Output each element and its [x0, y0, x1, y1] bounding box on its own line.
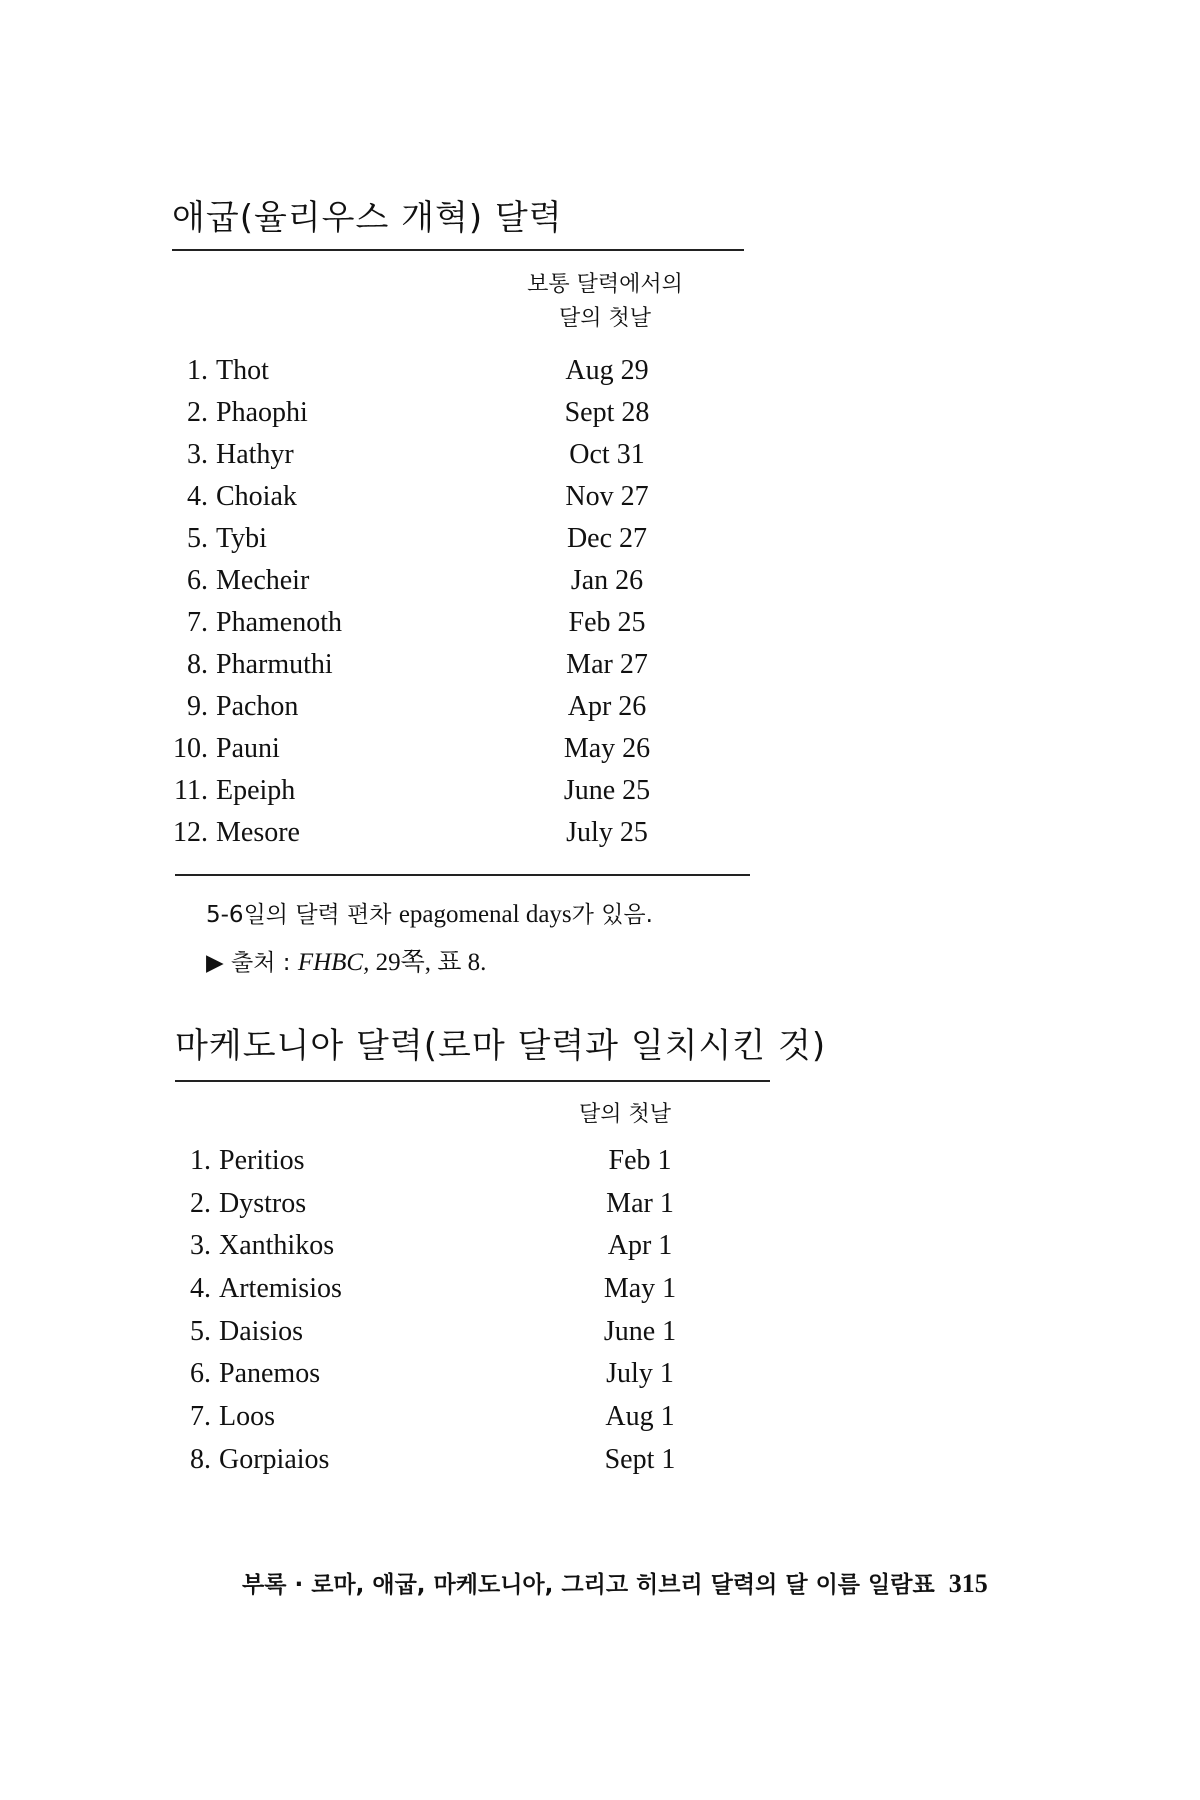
- month-row: [152, 439, 712, 481]
- month-name: Peritios: [219, 1145, 305, 1176]
- month-number: 2.: [187, 397, 208, 428]
- month-number: 1.: [187, 355, 208, 386]
- month-row: [152, 355, 712, 397]
- month-name: Xanthikos: [219, 1230, 335, 1262]
- first-day-date: Dec 27: [566, 523, 648, 554]
- first-day-date: Apr 26: [567, 691, 647, 722]
- note-korean-part1: 5-6일의 달력 편차: [206, 902, 399, 928]
- month-row: [155, 1145, 755, 1188]
- first-day-date: June 25: [563, 775, 651, 806]
- month-row: [155, 1188, 755, 1231]
- month-row: [152, 817, 712, 859]
- month-name: Panemos: [219, 1358, 321, 1390]
- month-row: [155, 1316, 755, 1359]
- egyptian-note: [206, 896, 653, 929]
- first-day-date: Sept 28: [564, 397, 650, 428]
- month-number: 8.: [190, 1443, 211, 1475]
- egyptian-column-header-line1: 보통 달력에서의: [527, 272, 683, 297]
- month-row: [152, 649, 712, 691]
- month-name: Thot: [216, 355, 269, 386]
- first-day-date: July 25: [566, 817, 648, 848]
- month-name: Tybi: [216, 523, 267, 554]
- egyptian-column-header: [480, 268, 730, 336]
- month-number: 2.: [190, 1187, 211, 1219]
- first-day-date: Aug 1: [605, 1401, 675, 1433]
- month-name: Choiak: [216, 481, 297, 512]
- month-number: 7.: [187, 607, 208, 638]
- first-day-date: Sept 1: [604, 1443, 676, 1475]
- macedonian-top-rule: [175, 1080, 770, 1082]
- month-row: [155, 1273, 755, 1316]
- first-day-date: Jan 26: [570, 565, 644, 596]
- month-row: [155, 1230, 755, 1273]
- month-row: [152, 523, 712, 565]
- month-row: [152, 775, 712, 817]
- macedonian-calendar-title: 마케도니아 달력(로마 달력과 일치시킨 것): [175, 1026, 827, 1066]
- note-korean-part2: 가 있음.: [571, 902, 653, 928]
- month-row: [155, 1401, 755, 1444]
- month-name: Loos: [219, 1401, 275, 1433]
- month-name: Daisios: [219, 1315, 303, 1347]
- month-name: Hathyr: [216, 439, 294, 470]
- macedonian-month-list: [155, 1145, 755, 1487]
- month-number: 6.: [187, 565, 208, 596]
- month-name: Phamenoth: [216, 607, 342, 638]
- month-name: Gorpiaios: [219, 1443, 330, 1475]
- month-row: [155, 1444, 755, 1487]
- first-day-date: Oct 31: [569, 439, 645, 470]
- source-rest: 29쪽, 표 8.: [369, 949, 487, 976]
- month-row: [152, 481, 712, 523]
- egyptian-source: [206, 942, 486, 978]
- source-italic-abbrev: FHBC,: [297, 949, 370, 976]
- month-number: 12.: [173, 817, 208, 848]
- egyptian-bottom-rule: [175, 874, 750, 876]
- month-name: Mesore: [216, 817, 300, 848]
- month-number: 3.: [190, 1230, 211, 1262]
- month-number: 10.: [173, 733, 208, 764]
- month-number: 5.: [187, 523, 208, 554]
- month-name: Dystros: [219, 1187, 307, 1219]
- month-name: Mecheir: [216, 565, 310, 596]
- month-name: Artemisios: [219, 1273, 342, 1305]
- first-day-date: July 1: [606, 1358, 674, 1390]
- month-number: 8.: [187, 649, 208, 680]
- month-row: [155, 1358, 755, 1401]
- note-english-term: epagomenal days: [398, 901, 572, 928]
- month-number: 1.: [190, 1145, 211, 1176]
- first-day-date: Mar 1: [606, 1187, 674, 1219]
- month-name: Epeiph: [216, 775, 296, 806]
- egyptian-column-header-line2: 달의 첫날: [558, 306, 651, 331]
- first-day-date: Aug 29: [565, 355, 649, 386]
- first-day-date: Mar 27: [566, 649, 648, 680]
- month-row: [152, 397, 712, 439]
- month-number: 6.: [190, 1358, 211, 1390]
- month-row: [152, 733, 712, 775]
- month-number: 7.: [190, 1401, 211, 1433]
- month-row: [152, 565, 712, 607]
- page-number: 315: [948, 1569, 988, 1598]
- egyptian-month-list: [152, 355, 712, 859]
- month-number: 3.: [187, 439, 208, 470]
- macedonian-column-header: 달의 첫날: [578, 1102, 671, 1127]
- first-day-date: Nov 27: [565, 481, 649, 512]
- month-number: 11.: [174, 775, 208, 806]
- month-name: Pauni: [216, 733, 280, 764]
- month-number: 9.: [187, 691, 208, 722]
- month-number: 4.: [190, 1273, 211, 1305]
- egyptian-calendar-title: 애굽(율리우스 개혁) 달력: [172, 198, 563, 238]
- first-day-date: Apr 1: [607, 1230, 673, 1262]
- month-number: 5.: [190, 1315, 211, 1347]
- egyptian-top-rule: [172, 249, 744, 251]
- first-day-date: May 1: [603, 1273, 677, 1305]
- month-number: 4.: [187, 481, 208, 512]
- first-day-date: Feb 25: [568, 607, 646, 638]
- month-name: Pachon: [216, 691, 299, 722]
- month-name: Phaophi: [216, 397, 308, 428]
- first-day-date: Feb 1: [608, 1145, 672, 1176]
- month-row: [152, 691, 712, 733]
- first-day-date: May 26: [563, 733, 651, 764]
- first-day-date: June 1: [603, 1315, 677, 1347]
- month-row: [152, 607, 712, 649]
- source-prefix: ▶ 출처 :: [206, 950, 298, 976]
- month-name: Pharmuthi: [216, 649, 333, 680]
- running-footer: [242, 1566, 988, 1599]
- running-title: 부록 · 로마, 애굽, 마케도니아, 그리고 히브리 달력의 달 이름 일람표: [242, 1572, 935, 1598]
